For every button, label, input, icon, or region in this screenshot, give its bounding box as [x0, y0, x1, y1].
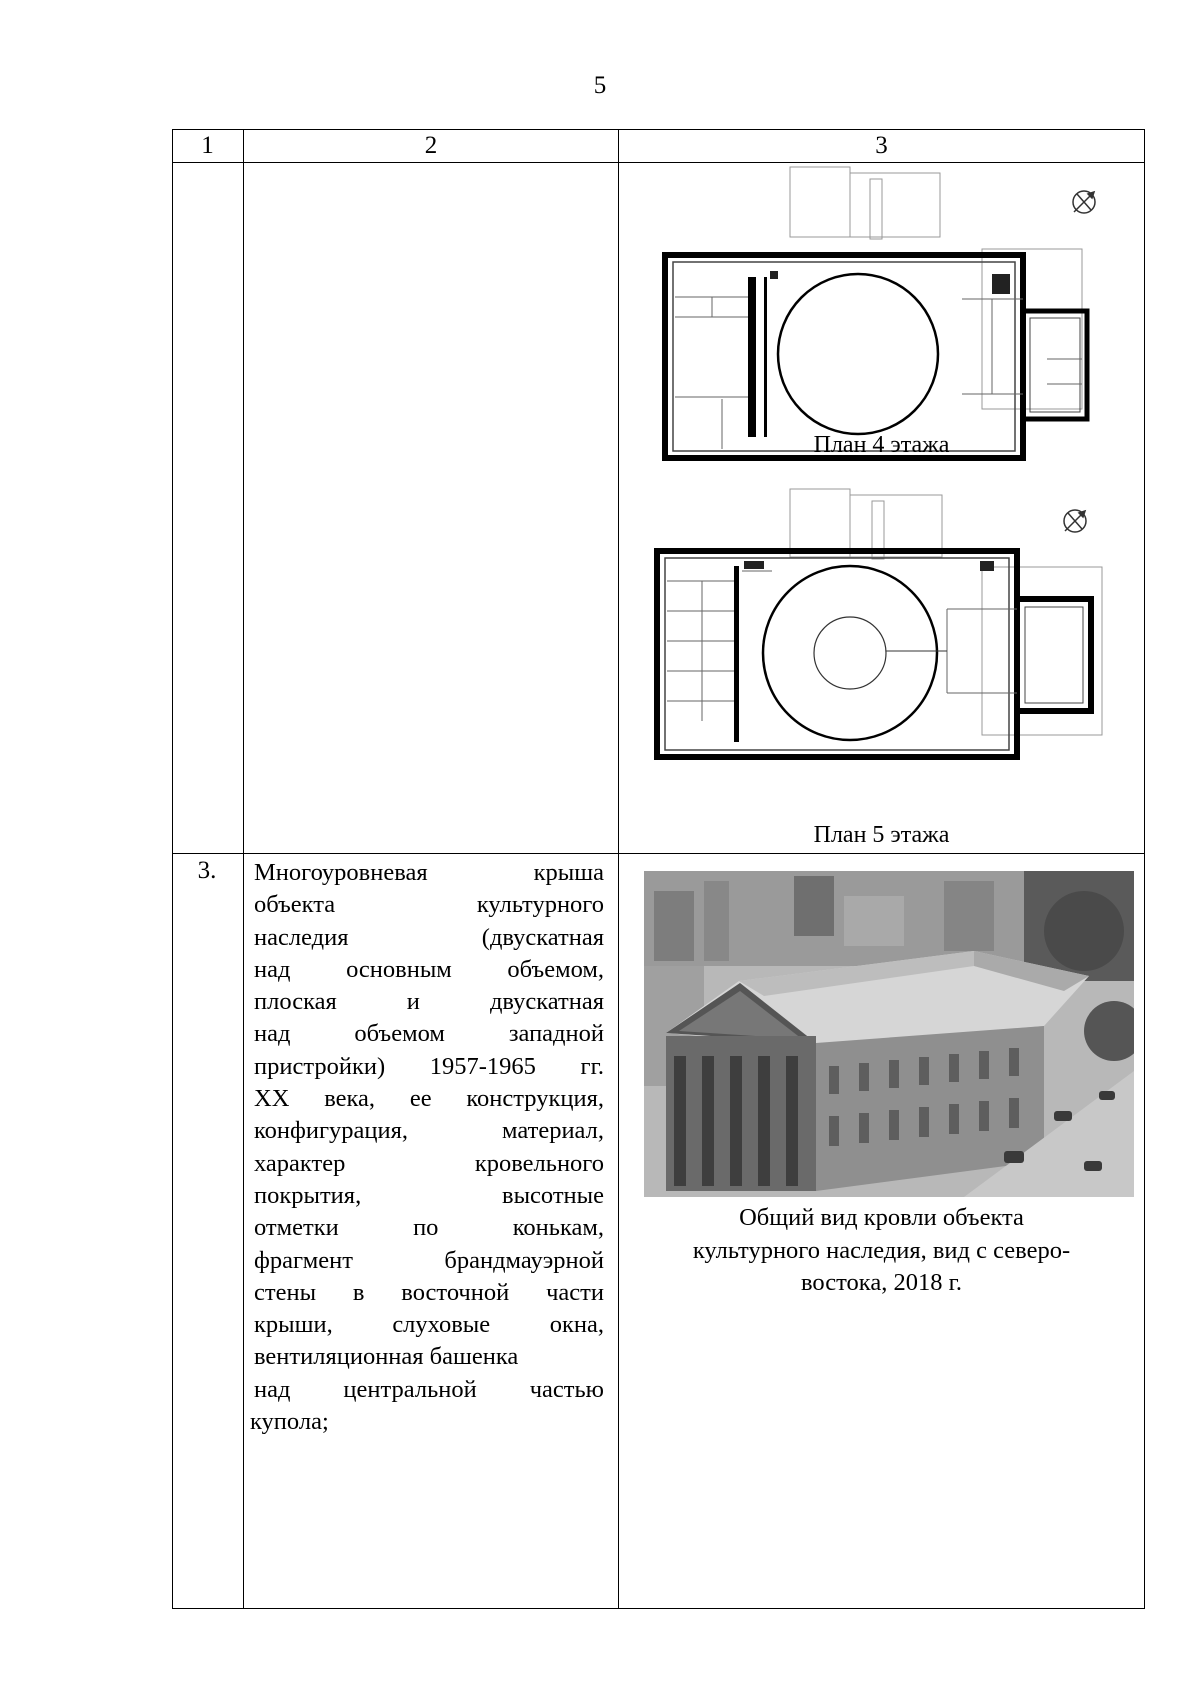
column-divider-2: [618, 129, 619, 1609]
column-header-1: 1: [201, 132, 214, 159]
table-border-bottom: [172, 1608, 1145, 1609]
floor-plan-5-caption: План 5 этажа: [813, 822, 950, 848]
column-divider-1: [243, 129, 244, 1609]
roof-photo: [644, 871, 1134, 1197]
attachment-table: [172, 129, 1145, 1609]
photo-caption: Общий вид кровли объекта культурного наследия, вид с северо- востока, 2018 г.: [692, 1204, 1071, 1296]
row-number: 3.: [197, 857, 217, 884]
row-description: Многоуровневая крыша объекта культурного наследия (двускатная над основным объемом, плоская и двускатная над объемом западной пристройки) 1957-1965 гг. XX века, ее конструкция, конфигурация, материал, характер кровельного покрытия, высотные отметки по конькам, фрагмент брандмауэрной стены в восточной части крыши, слуховые окна, вентиляционная башенка над центральной частью купола;: [250, 859, 604, 1436]
column-header-2: 2: [424, 132, 438, 159]
column-header-3: 3: [875, 132, 888, 159]
page-number: 5: [593, 72, 607, 99]
floor-plan-4-caption: План 4 этажа: [813, 432, 950, 458]
north-arrow-icon: [1064, 510, 1086, 532]
table-border-right: [1144, 129, 1145, 1609]
north-arrow-icon: [1073, 191, 1095, 213]
